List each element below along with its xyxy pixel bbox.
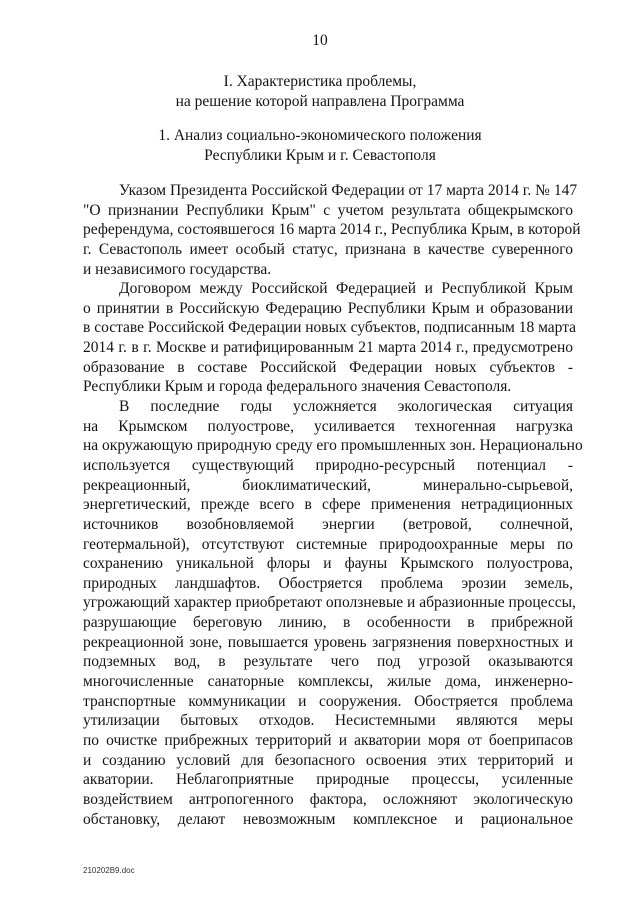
text-line: энергетический, прежде всего в сфере применения нетрадиционных [83,496,573,514]
text-line: источников возобновляемой энергии (ветровой, солнечной, [83,515,573,533]
text-line: референдума, состоявшегося 16 марта 2014 г., Республика Крым, в которой [83,221,581,239]
page-number: 10 [312,32,328,49]
paragraph [83,181,581,279]
text-line: на Крымском полуострове, усиливается техногенная нагрузка [83,417,573,435]
text-line: и независимого государства. [83,260,272,278]
text-line: транспортные коммуникации и сооружения. Обостряется проблема [83,692,573,710]
text-line: сохранению уникальной флоры и фауны Крымского полуострова, [83,555,573,573]
text-line: угрожающий характер приобретают оползневые и абразионные процессы, [83,594,576,612]
text-line: многочисленные санаторные комплексы, жилые дома, инженерно- [83,673,573,691]
text-line: 2014 г. в г. Москве и ратифицированным 21 марта 2014 г., предусмотрено [83,339,573,357]
section-title [0,72,640,111]
text-line: геотермальной), отсутствуют системные природоохранные меры по [83,535,573,553]
text-line: Указом Президента Российской Федерации от 17 марта 2014 г. № 147 [119,182,578,199]
text-line: подземных вод, в результате чего под угрозой оказываются [83,653,573,671]
text-line: г. Севастополь имеет особый статус, признана в качестве суверенного [83,240,573,258]
text-line: природных ландшафтов. Обостряется проблема эрозии земель, [83,574,573,592]
section-title-line: I. Характеристика проблемы, [223,73,417,90]
text-line: в составе Российской Федерации новых субъектов, подписанным 18 марта [83,319,577,337]
paragraph [83,279,577,397]
text-line: "О признании Республики Крым" с учетом результата общекрымского [83,201,573,219]
text-line: В последние годы усложняется экологическая ситуация [119,398,573,416]
text-line: обстановку, делают невозможным комплексное и рациональное [83,810,573,828]
text-line: и созданию условий для безопасного освоения этих территорий и [83,751,573,769]
section-title-line: на решение которой направлена Программа [175,92,465,110]
text-line: утилизации бытовых отходов. Несистемными являются меры [83,712,573,730]
paragraph [83,397,583,829]
text-line: рекреационной зоне, повышается уровень загрязнения поверхностных и [83,633,573,651]
body-text [83,181,583,829]
text-line: образование в составе Российской Федерации новых субъектов - [83,358,573,376]
text-line: Договором между Российской Федерацией и Республикой Крым [119,280,573,298]
text-line: Республики Крым и города федерального значения Севастополя. [83,378,512,396]
text-line: на окружающую природную среду его промышленных зон. Нерационально [83,437,583,455]
subsection-title-line: Республики Крым и г. Севастополя [204,146,436,164]
text-line: используется существующий природно-ресурсный потенциал - [83,456,573,474]
text-line: о принятии в Российскую Федерацию Республики Крым и образовании [83,299,573,317]
text-line: разрушающие береговую линию, в особенности в прибрежной [83,614,573,632]
text-line: воздействием антропогенного фактора, осложняют экологическую [83,790,573,808]
subsection-title [0,126,640,165]
footer-file-code: 210202В9.doc [83,866,135,875]
text-line: акватории. Неблагоприятные природные процессы, усиленные [83,771,573,789]
subsection-title-line: 1. Анализ социально-экономического положения [158,127,482,144]
text-line: по очистке прибрежных территорий и акватории моря от боеприпасов [83,731,573,749]
text-line: рекреационный, биоклиматический, минерально-сырьевой, [83,476,573,494]
